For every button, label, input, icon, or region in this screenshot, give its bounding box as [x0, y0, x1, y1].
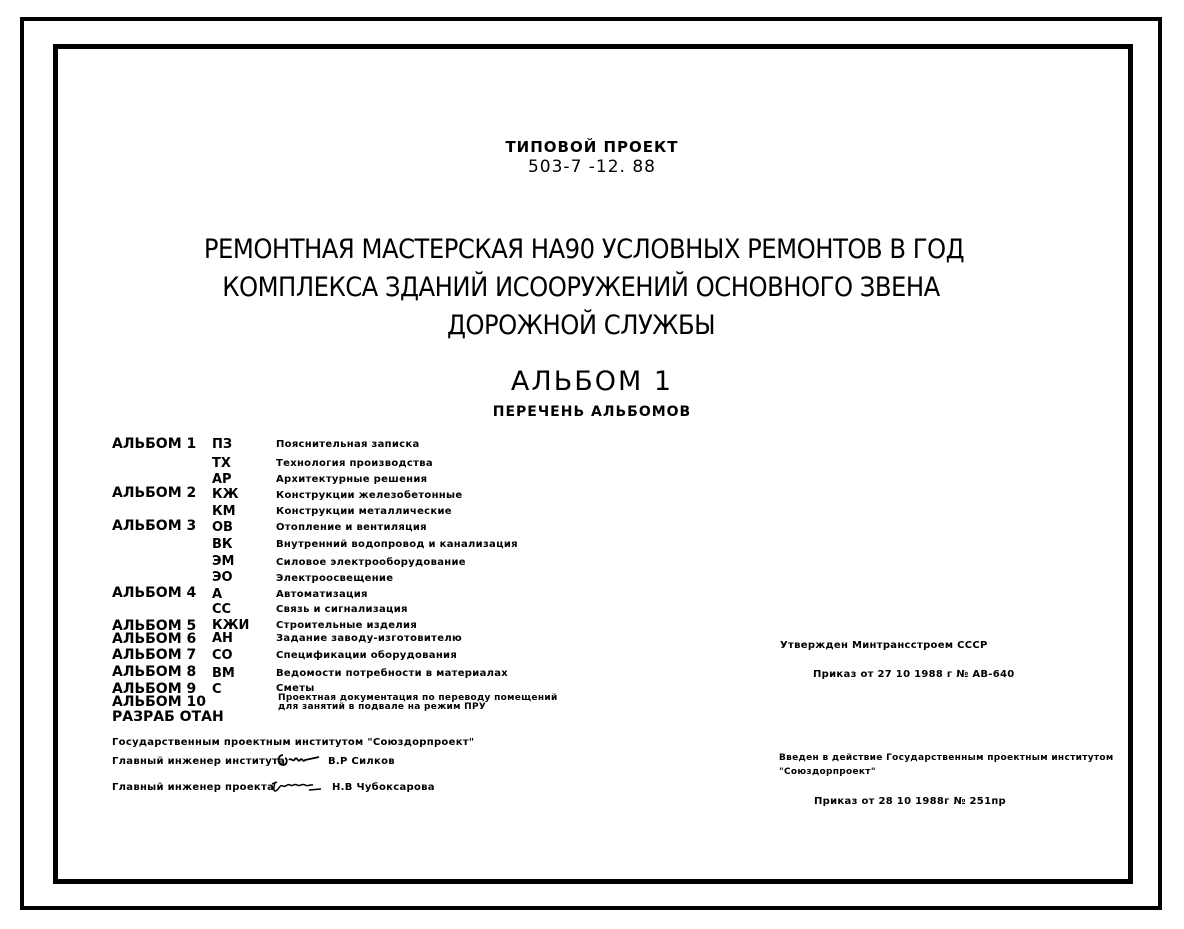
- section-code: ОВ: [212, 520, 233, 535]
- album-list-title: ПЕРЕЧЕНЬ АЛЬБОМОВ: [492, 404, 692, 420]
- section-code: СС: [212, 602, 232, 617]
- section-description: для занятий в подвале на режим ПРУ: [278, 702, 487, 712]
- section-code: ТХ: [212, 456, 231, 471]
- section-code: СО: [212, 648, 233, 663]
- section-description: Силовое электрооборудование: [276, 557, 466, 568]
- project-engineer-label: Главный инженер проекта: [112, 782, 275, 793]
- enacted-line-1: Введен в действие Государственным проектным институтом: [779, 753, 1114, 763]
- approved-by: Утвержден Минтрансстроем СССР: [780, 640, 988, 651]
- section-description: Задание заводу-изготовителю: [276, 633, 462, 644]
- section-description: Автоматизация: [276, 589, 368, 600]
- project-type-heading: ТИПОВОЙ ПРОЕКТ: [505, 138, 679, 156]
- section-code: АН: [212, 631, 233, 646]
- enacted-line-2: "Союздорпроект": [779, 767, 876, 777]
- album-label-1: АЛЬБОМ 1: [112, 436, 197, 452]
- section-description: Внутренний водопровод и канализация: [276, 539, 518, 550]
- enactment-order: Приказ от 28 10 1988г № 251пр: [814, 796, 1006, 807]
- section-description: Спецификации оборудования: [276, 650, 458, 661]
- title-line-2: КОМПЛЕКСА ЗДАНИЙ ИСООРУЖЕНИЙ ОСНОВНОГО ЗВЕНА: [222, 272, 940, 303]
- section-code: ЭО: [212, 570, 233, 585]
- project-number: 503-7 -12. 88: [527, 157, 656, 177]
- section-description: Конструкции железобетонные: [276, 490, 463, 501]
- section-code: С: [212, 682, 222, 697]
- album-label-8: АЛЬБОМ 8: [112, 664, 197, 680]
- section-description: Связь и сигнализация: [276, 604, 408, 615]
- section-description: Конструкции металлические: [276, 506, 452, 517]
- section-code: КЖИ: [212, 618, 250, 633]
- developed-label: РАЗРАБ ОТАН: [112, 709, 224, 725]
- section-description: Технология производства: [276, 458, 433, 469]
- chief-engineer-signature: [275, 751, 323, 771]
- album-title: АЛЬБОМ 1: [510, 366, 674, 397]
- section-code: АР: [212, 472, 232, 487]
- section-description: Ведомости потребности в материалах: [276, 668, 509, 679]
- developer-institute: Государственным проектным институтом "Союздорпроект": [112, 737, 475, 748]
- section-description: Сметы: [276, 683, 315, 694]
- section-description: Архитектурные решения: [276, 474, 428, 485]
- section-description: Проектная документация по переводу помещений: [278, 693, 558, 703]
- album-label-3: АЛЬБОМ 3: [112, 518, 197, 534]
- section-description: Строительные изделия: [276, 620, 418, 631]
- section-description: Отопление и вентиляция: [276, 522, 427, 533]
- approval-order: Приказ от 27 10 1988 г № АВ-640: [813, 669, 1015, 680]
- project-engineer-signature: [269, 778, 325, 796]
- section-description: Электроосвещение: [276, 573, 394, 584]
- section-code: ВМ: [212, 666, 235, 681]
- title-line-1: РЕМОНТНАЯ МАСТЕРСКАЯ НА90 УСЛОВНЫХ РЕМОНТОВ В ГОД: [203, 234, 965, 265]
- section-code: ВК: [212, 537, 233, 552]
- section-code: КМ: [212, 504, 236, 519]
- section-code: ПЗ: [212, 437, 233, 452]
- album-label-2: АЛЬБОМ 2: [112, 485, 197, 501]
- album-label-9: АЛЬБОМ 9: [112, 681, 197, 697]
- section-description: Пояснительная записка: [276, 439, 420, 450]
- project-engineer-name: Н.В Чубоксарова: [332, 782, 435, 793]
- chief-engineer-name: В.Р Силков: [328, 756, 395, 767]
- album-label-6: АЛЬБОМ 6: [112, 631, 197, 647]
- section-code: А: [212, 587, 223, 602]
- album-label-7: АЛЬБОМ 7: [112, 647, 197, 663]
- album-label-5: АЛЬБОМ 5: [112, 618, 197, 634]
- chief-engineer-label: Главный инженер института: [112, 756, 286, 767]
- section-code: КЖ: [212, 487, 239, 502]
- title-line-3: ДОРОЖНОЙ СЛУЖБЫ: [446, 310, 716, 341]
- section-code: ЭМ: [212, 554, 235, 569]
- album-label-10: АЛЬБОМ 10: [112, 694, 206, 710]
- album-label-4: АЛЬБОМ 4: [112, 585, 197, 601]
